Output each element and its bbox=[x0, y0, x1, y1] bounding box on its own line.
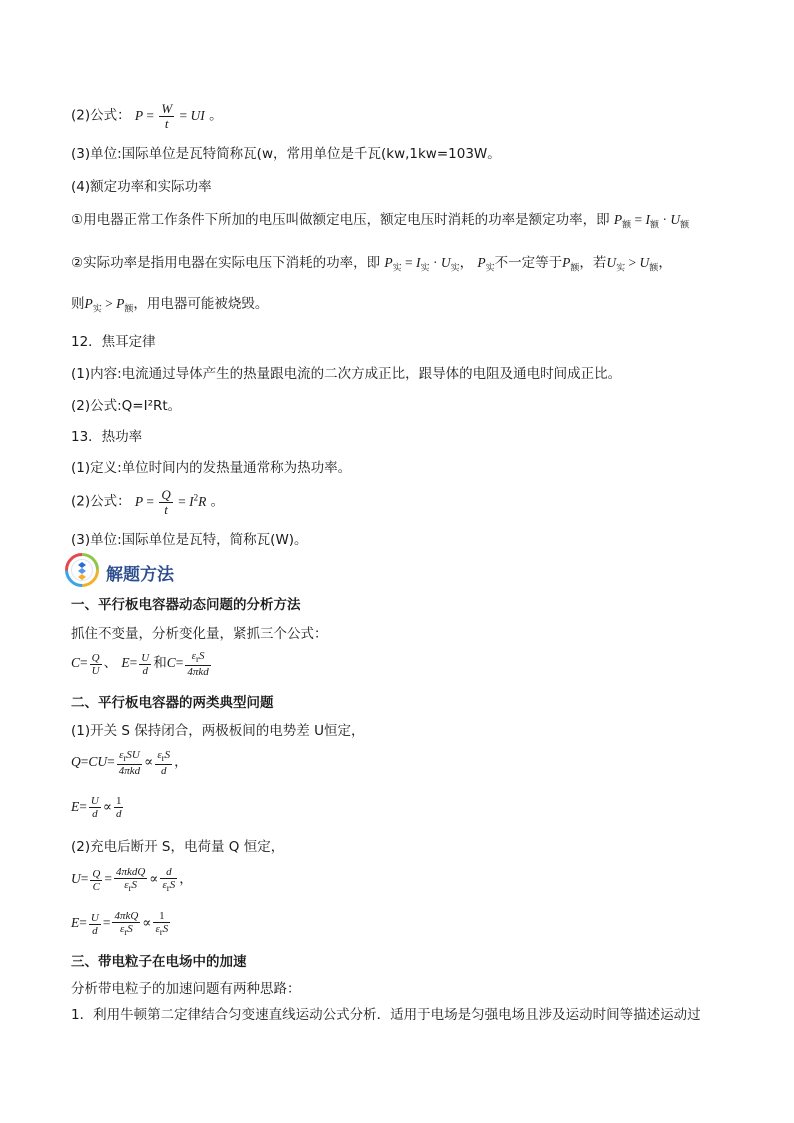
formula: $P_实 = I_实 \cdot U_实$ bbox=[384, 255, 460, 273]
fraction: $\frac{d}{\varepsilon_rS}$ bbox=[162, 866, 176, 894]
fraction: $\frac{W}{t}$ bbox=[161, 101, 173, 131]
line-text: (2)公式： bbox=[71, 107, 131, 124]
fraction: $\frac{\text{4πkdQ}}{\varepsilon_rS}$ bbox=[115, 866, 146, 894]
fraction: $\frac{U}{d}$ bbox=[90, 911, 99, 937]
formula: P = $\frac{W}{t}$ = UI bbox=[134, 101, 205, 131]
actual-power-line: ②实际功率是指用电器在实际电压下消耗的功率，即 $P_实 = I_实 \cdot U_实$， $P_实$不一定等于$P_额$，若$U_实 > U_额$， bbox=[71, 255, 672, 273]
line-text: ①用电器正常工作条件下所加的电压叫做额定电压，额定电压时消耗的功率是额定功率，即 bbox=[71, 212, 610, 228]
subheading-2: 二、平行板电容器的两类典型问题 bbox=[71, 695, 274, 711]
fraction: $\frac{\varepsilon_rSU}{\text{4πkd}}$ bbox=[118, 749, 141, 778]
joule-law-formula: (2)公式:Q=I²Rt。 bbox=[71, 398, 182, 414]
line-text: 。 bbox=[209, 107, 223, 124]
fraction: $\frac{U}{d}$ bbox=[141, 651, 150, 677]
heat-power-heading: 13．热功率 bbox=[71, 429, 143, 445]
case-2-e-formula: E= $\frac{U}{d}$ = $\frac{\text{4πkQ}}{\varepsilon_rS}$ ∝ $\frac{1}{\varepsilon_rS}$ bbox=[71, 910, 169, 938]
case-2-u-formula: U= $\frac{Q}{C}$ = $\frac{\text{4πkdQ}}{\varepsilon_rS}$ ∝ $\frac{d}{\varepsilon_rS}$ ， bbox=[71, 866, 193, 894]
joule-law-content: (1)内容:电流通过导体产生的热量跟电流的二次方成正比，跟导体的电阻及通电时间成正比。 bbox=[71, 366, 622, 382]
case-1-e-formula: E= $\frac{U}{d}$ ∝ $\frac{1}{d}$ bbox=[71, 795, 122, 820]
fraction: $\frac{\varepsilon_rS}{\text{4πkd}}$ bbox=[187, 650, 209, 679]
joule-law-heading: 12．焦耳定律 bbox=[71, 334, 156, 350]
unit-line: (3)单位:国际单位是瓦特简称瓦(w，常用单位是千瓦(kw,1kw=103W。 bbox=[71, 146, 501, 162]
fraction: $\frac{Q}{t}$ bbox=[161, 487, 171, 517]
fraction: $\frac{1}{d}$ bbox=[115, 795, 122, 820]
case-1-q-formula: Q=CU= $\frac{\varepsilon_rSU}{\text{4πkd}}$ ∝ $\frac{\varepsilon_rS}{d}$ ， bbox=[71, 749, 188, 778]
rated-power-line bbox=[71, 211, 689, 234]
fraction: $\frac{Q}{U}$ bbox=[91, 651, 100, 677]
acceleration-method-1: 1．利用牛顿第二定律结合匀变速直线运动公式分析．适用于电场是匀强电场且涉及运动时间等描述运动过 bbox=[71, 1007, 701, 1023]
power-formula-line bbox=[71, 102, 223, 131]
heat-power-definition: (1)定义:单位时间内的发热量通常称为热功率。 bbox=[71, 460, 352, 476]
burn-warning-line: 则$P_实 > P_额$，用电器可能被烧毁。 bbox=[71, 296, 269, 314]
fraction: $\frac{U}{d}$ bbox=[90, 795, 99, 820]
rated-actual-heading: (4)额定功率和实际功率 bbox=[71, 179, 212, 195]
method-logo-icon bbox=[65, 553, 99, 587]
case-2-line: (2)充电后断开 S，电荷量 Q 恒定， bbox=[71, 839, 285, 855]
fraction: $\frac{1}{\varepsilon_rS}$ bbox=[155, 910, 169, 938]
method-intro: 抓住不变量，分析变化量，紧抓三个公式： bbox=[71, 626, 328, 642]
fraction: $\frac{Q}{C}$ bbox=[92, 867, 101, 893]
formula: $P_额 = I_额 \cdot U_额$ bbox=[613, 212, 690, 230]
subheading-3: 三、带电粒子在电场中的加速 bbox=[71, 954, 247, 970]
section-title: 解题方法 bbox=[106, 565, 174, 585]
line-text: ②实际功率是指用电器在实际电压下消耗的功率，即 bbox=[71, 255, 381, 271]
heat-power-unit: (3)单位:国际单位是瓦特，简称瓦(W)。 bbox=[71, 532, 308, 548]
fraction: $\frac{\text{4πkQ}}{\varepsilon_rS}$ bbox=[114, 910, 139, 938]
acceleration-intro: 分析带电粒子的加速问题有两种思路： bbox=[71, 981, 301, 997]
case-1-line: (1)开关 S 保持闭合，两极板间的电势差 U恒定， bbox=[71, 723, 365, 739]
capacitor-formulas: C= $\frac{Q}{U}$ 、 E= $\frac{U}{d}$ 和C= $\frac{\varepsilon_rS}{\text{4πkd}}$ bbox=[71, 650, 209, 679]
formula: P = $\frac{Q}{t}$ = $I^2R$ bbox=[134, 487, 207, 517]
heat-power-formula-line: (2)公式： P = $\frac{Q}{t}$ = $I^2R$ 。 bbox=[71, 487, 225, 517]
subheading-1: 一、平行板电容器动态问题的分析方法 bbox=[71, 597, 301, 613]
fraction: $\frac{\varepsilon_rS}{d}$ bbox=[157, 749, 171, 778]
